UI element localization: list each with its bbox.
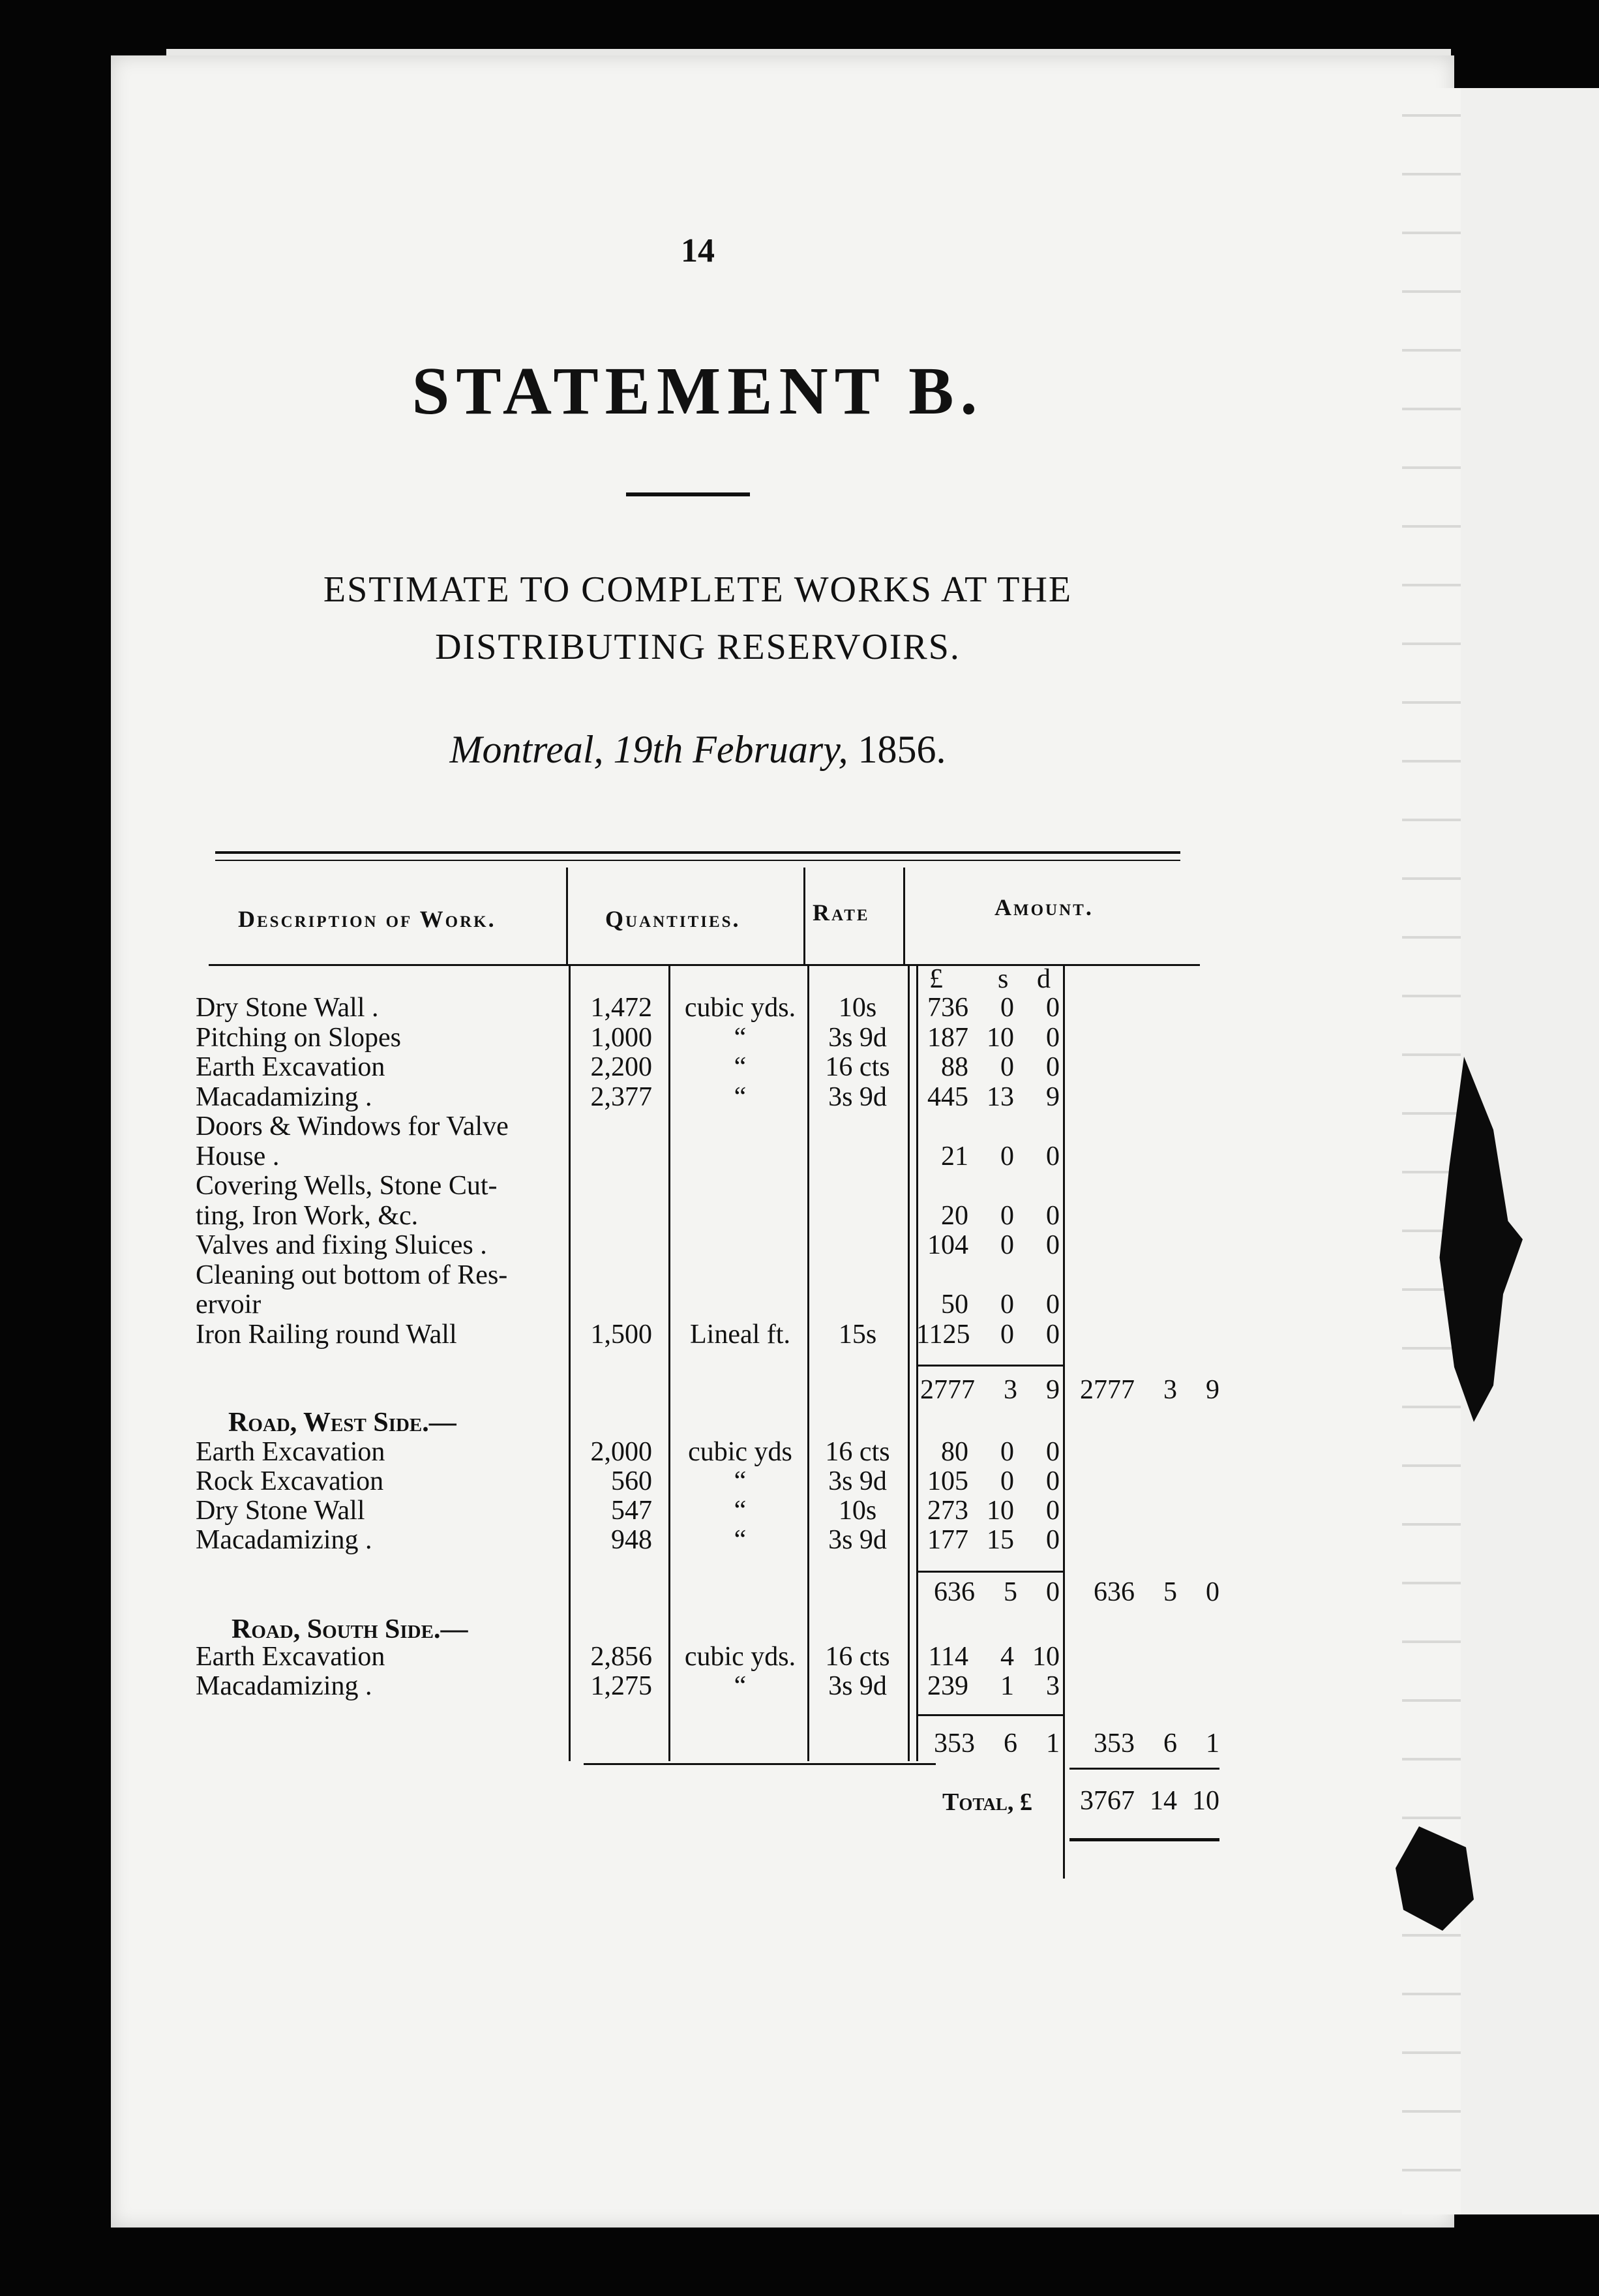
subtotal-pounds: 2777 [920,1375,975,1405]
row-description: Doors & Windows for Valve [196,1111,509,1141]
row-quantity: 1,500 [590,1319,652,1350]
row-shillings: 0 [1000,993,1014,1023]
row-shillings: 10 [987,1022,1014,1053]
row-shillings: 0 [1000,1230,1014,1260]
row-shillings: 0 [1000,1141,1014,1171]
subtitle-line: DISTRIBUTING RESERVOIRS. [435,627,961,667]
row-quantity: 1,472 [590,993,652,1023]
row-pounds: 88 [941,1052,968,1082]
row-pounds: 105 [927,1466,968,1496]
row-quantity: 560 [611,1466,652,1496]
row-unit: “ [734,1671,747,1701]
row-rate: 10s [838,993,877,1023]
carried-shillings: 5 [1163,1577,1177,1607]
row-rate: 10s [838,1496,877,1526]
carried-pence: 1 [1206,1729,1219,1759]
row-pence: 9 [1046,1081,1060,1112]
row-pence: 0 [1046,1052,1060,1082]
row-pounds: 177 [927,1525,968,1555]
row-pence: 0 [1046,1437,1060,1467]
row-description: Pitching on Slopes [196,1022,402,1053]
row-shillings: 0 [1000,1437,1014,1467]
total-pounds: 3767 [1080,1786,1135,1816]
column-divider [803,868,805,965]
carried-pence: 0 [1206,1577,1219,1607]
page-title: STATEMENT B. [411,354,984,429]
row-quantity: 1,275 [590,1671,652,1701]
row-shillings: 0 [1000,1466,1014,1496]
row-unit: “ [734,1496,747,1526]
row-rate: 16 cts [825,1437,890,1467]
row-pounds: 445 [927,1081,968,1112]
subtotal-rule [916,1365,1063,1367]
column-divider [908,965,910,1761]
carried-pence: 9 [1206,1375,1219,1405]
row-description: Iron Railing round Wall [196,1319,457,1350]
header-description: Description of Work. [238,906,496,932]
column-divider [1063,965,1065,1879]
row-pence: 0 [1046,1200,1060,1231]
row-rate: 3s 9d [828,1081,887,1112]
table-bottom-rule [584,1763,936,1765]
row-shillings: 0 [1000,1052,1014,1082]
row-unit: “ [734,1466,747,1496]
header-rate: Rate [813,899,870,926]
column-divider [566,868,568,965]
row-pence: 0 [1046,1319,1060,1350]
subtotal-pounds: 636 [934,1577,975,1607]
header-pound: £ [929,964,943,994]
row-description: Rock Excavation [196,1466,384,1496]
row-pence: 0 [1046,1525,1060,1555]
row-rate: 3s 9d [828,1525,887,1555]
row-description: ervoir [196,1290,262,1320]
header-quantities: Quantities. [605,906,741,932]
row-description: Covering Wells, Stone Cut- [196,1171,498,1201]
total-shillings: 14 [1150,1786,1177,1816]
row-shillings: 0 [1000,1319,1014,1350]
subtitle [111,561,1285,676]
header-shilling: s [998,964,1009,994]
row-pounds: 273 [927,1496,968,1526]
carried-shillings: 6 [1163,1729,1177,1759]
row-pence: 0 [1046,1230,1060,1260]
row-unit: “ [734,1052,747,1082]
subtotal-pence: 1 [1046,1729,1060,1759]
row-rate: 16 cts [825,1642,890,1672]
section-heading-west: Road, West Side.— [228,1408,456,1438]
row-shillings: 15 [987,1525,1014,1555]
header-bottom-rule [209,964,1200,966]
row-shillings: 4 [1000,1642,1014,1672]
row-pounds: 104 [927,1230,968,1260]
row-pence: 0 [1046,1141,1060,1171]
header-amount: Amount. [994,894,1094,920]
total-label: Total, £ [942,1789,1032,1816]
row-shillings: 0 [1000,1200,1014,1231]
row-quantity: 948 [611,1525,652,1555]
total-double-rule [1069,1838,1219,1841]
row-description: Macadamizing . [196,1081,372,1112]
carried-pounds: 636 [1094,1577,1135,1607]
row-description: Cleaning out bottom of Res- [196,1260,508,1290]
carried-shillings: 3 [1163,1375,1177,1405]
row-pounds: 20 [941,1200,968,1231]
subtotal-pence: 9 [1046,1375,1060,1405]
row-quantity: 1,000 [590,1022,652,1053]
row-quantity: 547 [611,1496,652,1526]
subtotal-rule [916,1571,1063,1573]
row-pounds: 21 [941,1141,968,1171]
column-divider [668,965,670,1761]
row-description: Earth Excavation [196,1052,385,1082]
subtotal-shillings: 3 [1004,1375,1017,1405]
row-pounds: 1125 [916,1319,970,1350]
row-rate: 3s 9d [828,1022,887,1053]
row-pounds: 114 [928,1642,968,1672]
subtotal-pence: 0 [1046,1577,1060,1607]
row-description: Macadamizing . [196,1525,372,1555]
row-pence: 0 [1046,993,1060,1023]
row-shillings: 13 [987,1081,1014,1112]
row-unit: cubic yds. [684,1642,796,1672]
row-description: Macadamizing . [196,1671,372,1701]
row-rate: 3s 9d [828,1671,887,1701]
dateline [111,727,1285,772]
row-pounds: 187 [927,1022,968,1053]
page-number: 14 [681,232,715,269]
row-description: House . [196,1141,280,1171]
row-shillings: 0 [1000,1290,1014,1320]
row-description: Valves and fixing Sluices . [196,1230,487,1260]
row-unit: “ [734,1525,747,1555]
subtotal-pounds: 353 [934,1729,975,1759]
subtotal-shillings: 5 [1004,1577,1017,1607]
row-rate: 15s [838,1319,877,1350]
row-description: Dry Stone Wall [196,1496,365,1526]
row-unit: cubic yds. [684,993,796,1023]
dateline-year: 1856. [858,728,946,771]
row-unit: “ [734,1081,747,1112]
row-pence: 10 [1032,1642,1060,1672]
row-quantity: 2,377 [590,1081,652,1112]
row-rate: 3s 9d [828,1466,887,1496]
row-unit: Lineal ft. [690,1319,790,1350]
total-pence: 10 [1192,1786,1219,1816]
carried-pounds: 353 [1094,1729,1135,1759]
subtitle-line: ESTIMATE TO COMPLETE WORKS AT THE [323,569,1073,610]
subtotal-shillings: 6 [1004,1729,1017,1759]
row-pence: 0 [1046,1496,1060,1526]
row-description: Earth Excavation [196,1437,385,1467]
table-top-rule [215,860,1180,861]
row-description: ting, Iron Work, &c. [196,1200,419,1231]
subtotal-rule [916,1714,1063,1716]
row-quantity: 2,856 [590,1642,652,1672]
row-description: Earth Excavation [196,1642,385,1672]
section-heading-south: Road, South Side.— [232,1614,468,1644]
carried-pounds: 2777 [1080,1375,1135,1405]
row-pence: 0 [1046,1466,1060,1496]
row-pence: 0 [1046,1290,1060,1320]
row-pence: 0 [1046,1022,1060,1053]
row-pence: 3 [1046,1671,1060,1701]
total-rule [1069,1768,1219,1770]
dateline-date: Montreal, 19th February, [449,728,848,771]
row-unit: cubic yds [688,1437,792,1467]
row-description: Dry Stone Wall . [196,993,379,1023]
row-pounds: 736 [927,993,968,1023]
row-quantity: 2,200 [590,1052,652,1082]
row-quantity: 2,000 [590,1437,652,1467]
row-shillings: 1 [1000,1671,1014,1701]
row-pounds: 50 [941,1290,968,1320]
column-divider [903,868,905,965]
row-shillings: 10 [987,1496,1014,1526]
table-top-rule [215,851,1180,854]
row-rate: 16 cts [825,1052,890,1082]
row-pounds: 80 [941,1437,968,1467]
title-rule [626,492,750,496]
row-unit: “ [734,1022,747,1053]
row-pounds: 239 [927,1671,968,1701]
header-pence: d [1037,964,1051,994]
